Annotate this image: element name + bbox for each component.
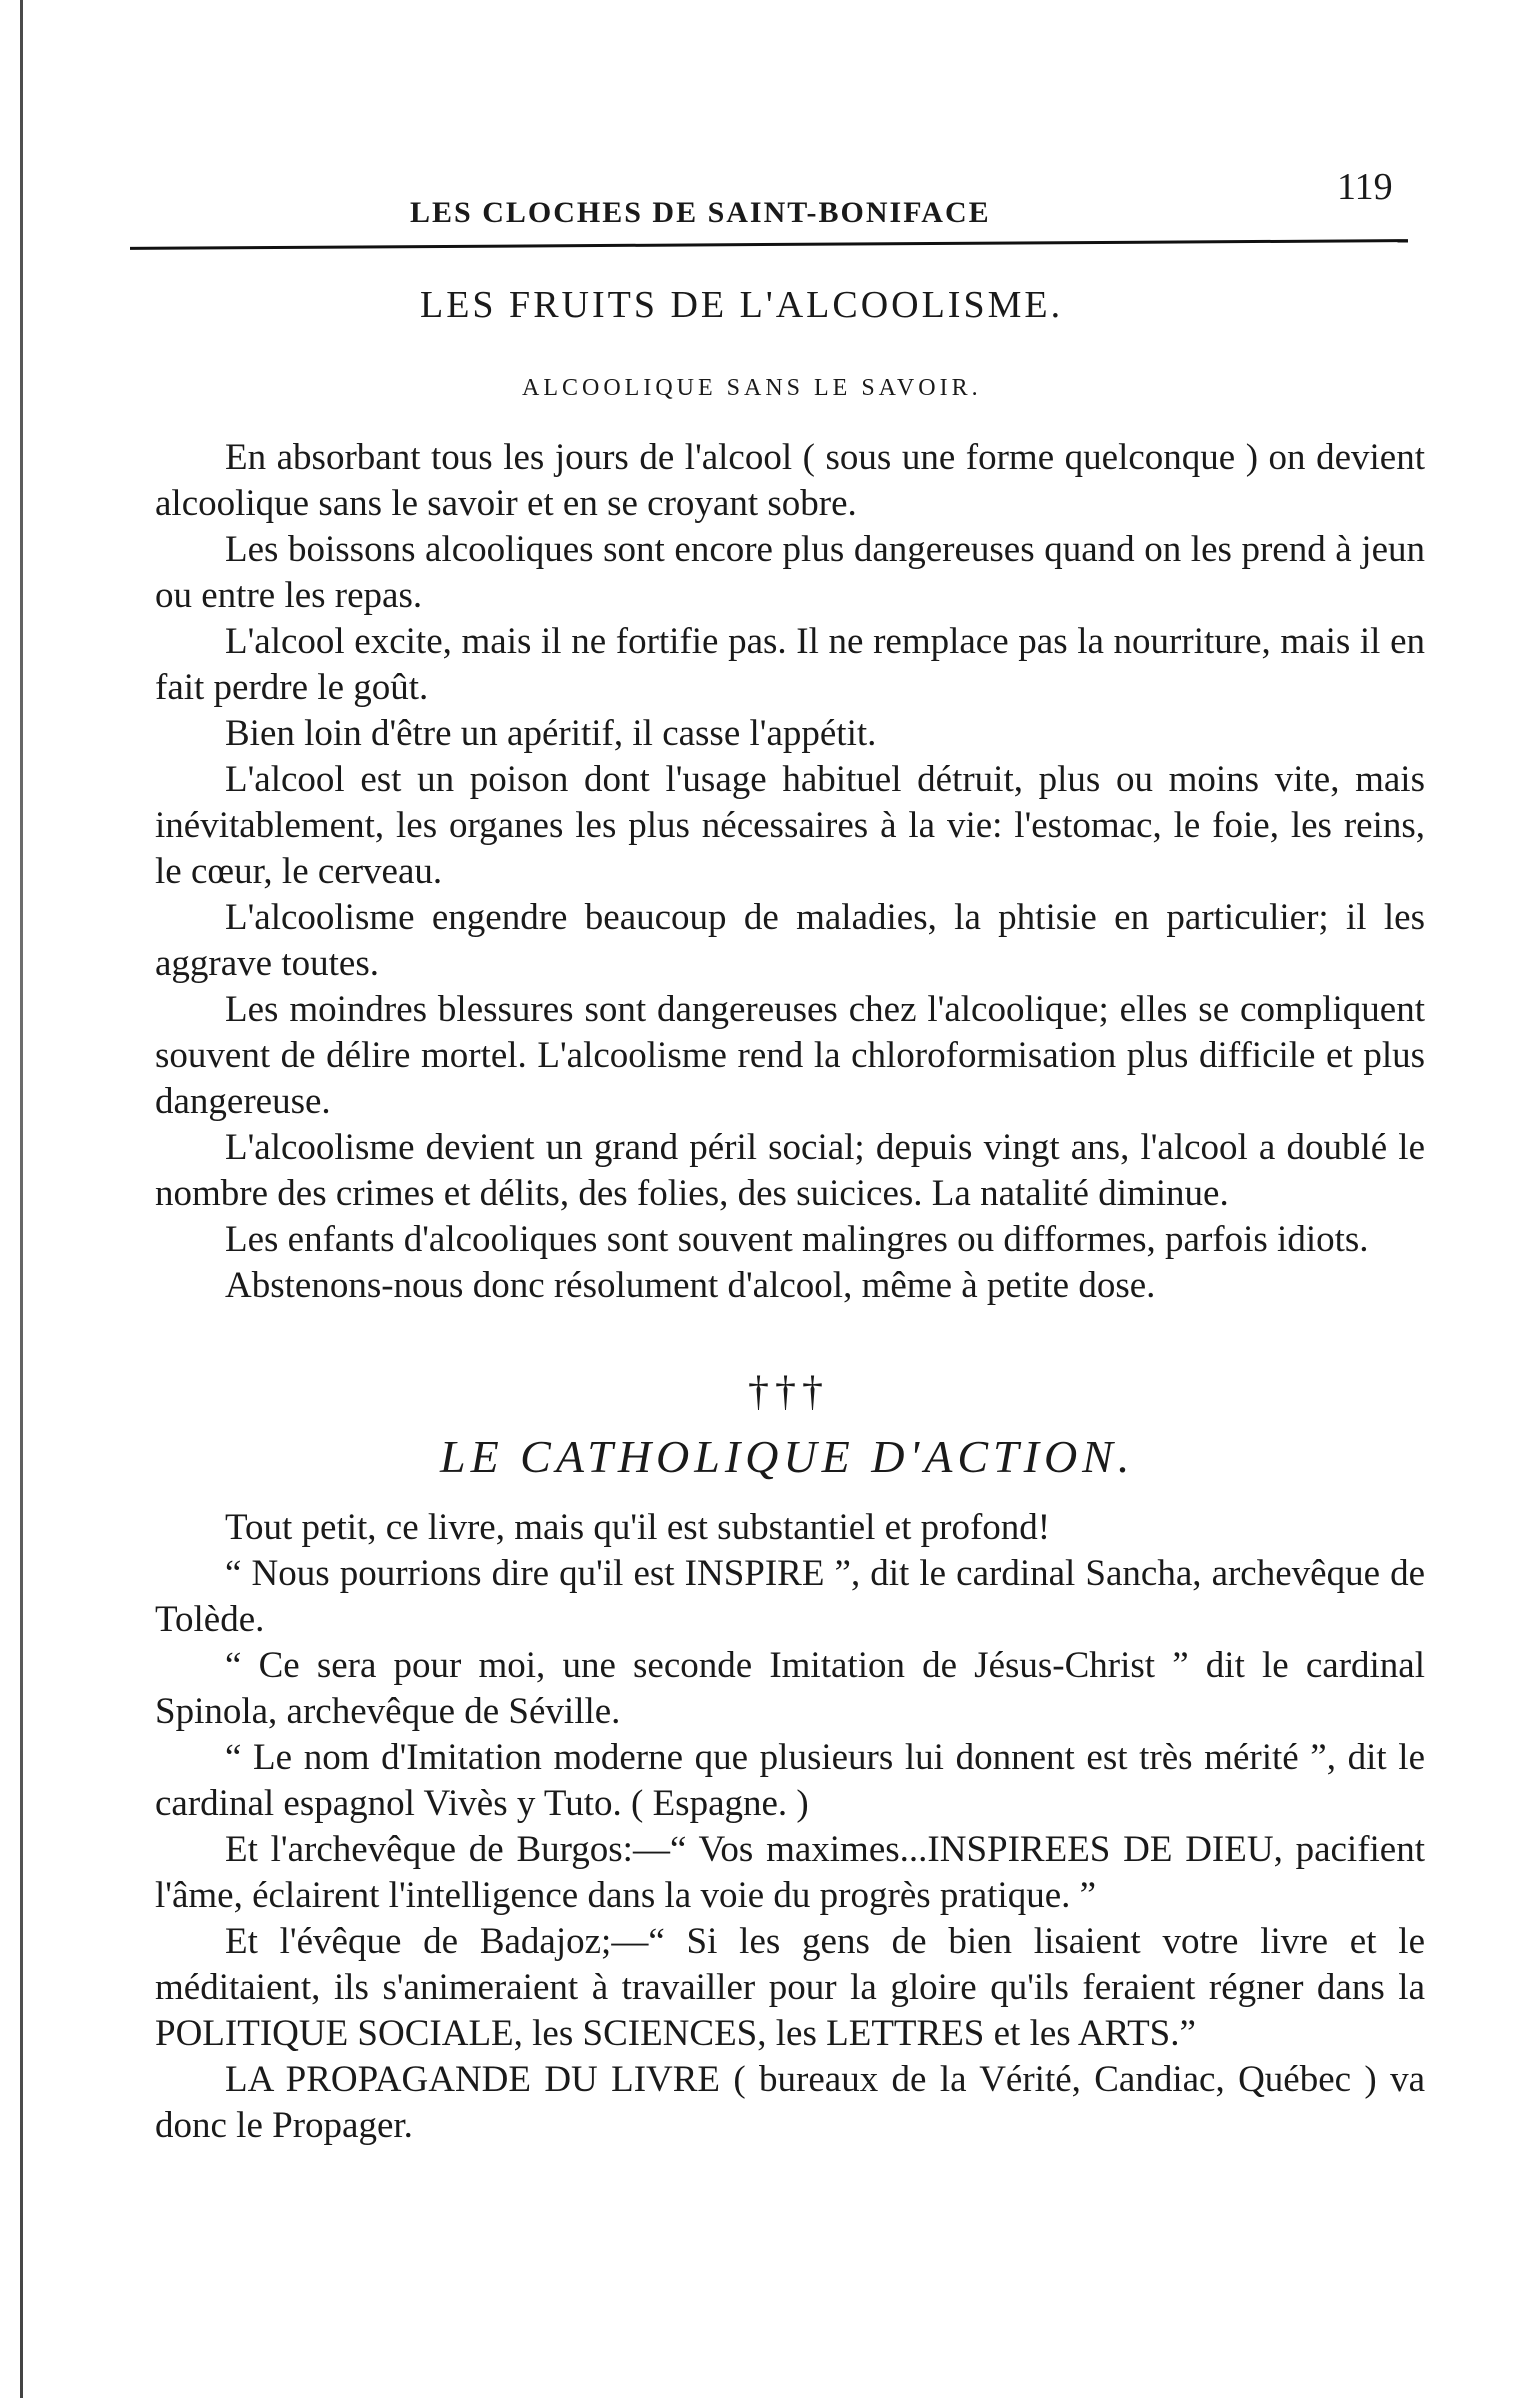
alcoholism-text (155, 435, 1425, 1309)
section-subtitle: ALCOOLIQUE SANS LE SAVOIR. (522, 375, 982, 401)
page-edge-shadow (20, 0, 23, 2398)
section-title: LE CATHOLIQUE D'ACTION. (440, 1431, 1135, 1482)
page-number: 119 (1337, 166, 1393, 208)
paragraph: Tout petit, ce livre, mais qu'il est substantiel et profond! (225, 1507, 1051, 1548)
paragraph: En absorbant tous les jours de l'alcool ( sous une forme quelconque ) on devient alcoolique sans le savoir et en se croyant sobre. (155, 437, 1425, 524)
paragraph: “ Nous pourrions dire qu'il est INSPIRE ”, dit le cardinal Sancha, archevêque de Tolède. (155, 1553, 1425, 1640)
paragraph: L'alcoolisme devient un grand péril social; depuis vingt ans, l'alcool a doublé le nombre des crimes et délits, des folies, des suicices. La natalité diminue. (155, 1127, 1425, 1214)
header-rule (130, 239, 1408, 250)
section-separator: ††† (748, 1369, 829, 1415)
paragraph: Bien loin d'être un apéritif, il casse l'appétit. (225, 713, 877, 754)
paragraph: LA PROPAGANDE DU LIVRE ( bureaux de la Vérité, Candiac, Québec ) va donc le Propager. (155, 2059, 1425, 2146)
paragraph: Les moindres blessures sont dangereuses chez l'alcoolique; elles se compliquent souvent de délire mortel. L'alcoolisme rend la chloroformisation plus difficile et plus dangereuse. (155, 989, 1425, 1122)
paragraph: L'alcool excite, mais il ne fortifie pas. Il ne remplace pas la nourriture, mais il en fait perdre le goût. (155, 621, 1425, 708)
paragraph: L'alcool est un poison dont l'usage habituel détruit, plus ou moins vite, mais inévitablement, les organes les plus nécessaires à la vie: l'estomac, le foie, les reins, le cœur, le cerveau. (155, 759, 1425, 892)
paragraph: “ Le nom d'Imitation moderne que plusieurs lui donnent est très mérité ”, dit le cardinal espagnol Vivès y Tuto. ( Espagne. ) (155, 1737, 1425, 1824)
running-header: LES CLOCHES DE SAINT-BONIFACE (410, 196, 991, 229)
section-title: LES FRUITS DE L'ALCOOLISME. (420, 284, 1064, 326)
paragraph: Les enfants d'alcooliques sont souvent malingres ou difformes, parfois idiots. (225, 1219, 1369, 1260)
paragraph: Les boissons alcooliques sont encore plus dangereuses quand on les prend à jeun ou entre les repas. (155, 529, 1425, 616)
paragraph: L'alcoolisme engendre beaucoup de maladies, la phtisie en particulier; il les aggrave toutes. (155, 897, 1425, 984)
paragraph: “ Ce sera pour moi, une seconde Imitation de Jésus-Christ ” dit le cardinal Spinola, archevêque de Séville. (155, 1645, 1425, 1732)
catholic-action-text (155, 1505, 1425, 2149)
paragraph: Et l'archevêque de Burgos:—“ Vos maximes...INSPIREES DE DIEU, pacifient l'âme, éclairent l'intelligence dans la voie du progrès pratique. ” (155, 1829, 1425, 1916)
paragraph: Et l'évêque de Badajoz;—“ Si les gens de bien lisaient votre livre et le méditaient, ils s'animeraient à travailler pour la gloire qu'ils feraient régner dans la POLITIQUE SOCIALE, les SCIENCES, les LETTRES et les ARTS.” (155, 1921, 1425, 2054)
paragraph: Abstenons-nous donc résolument d'alcool, même à petite dose. (225, 1265, 1156, 1306)
